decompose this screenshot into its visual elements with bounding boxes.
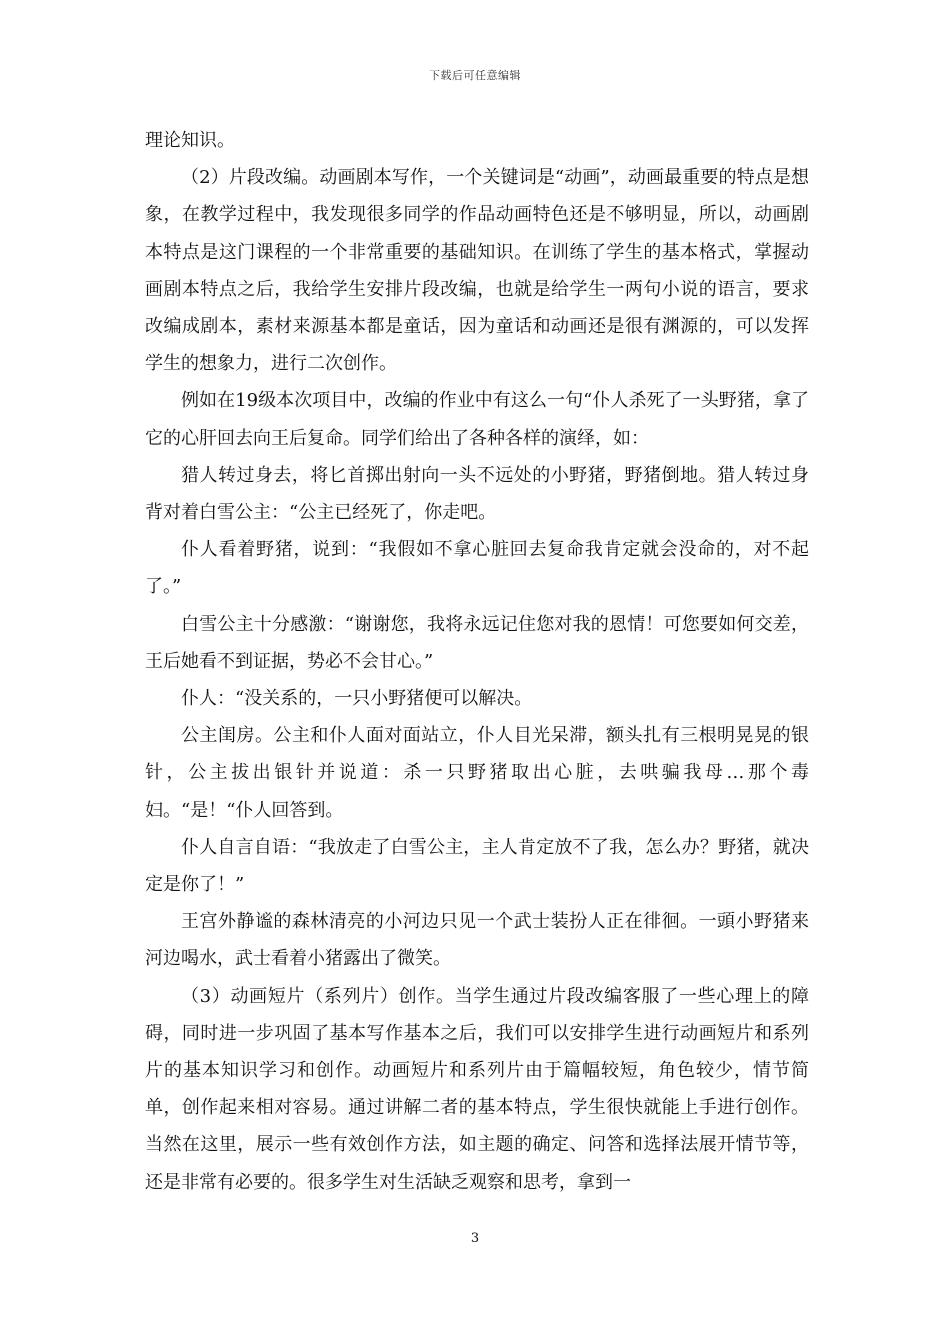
document-body	[145, 122, 809, 1201]
paragraph-11: （3）动画短片（系列片）创作。当学生通过片段改编客服了一些心理上的障碍，同时进一步巩固了基本写作基本之后，我们可以安排学生进行动画短片和系列片的基本知识学习和创作。动画短片和系列片由于篇幅较短，角色较少，情节简单，创作起来相对容易。通过讲解二者的基本特点，学生很快就能上手进行创作。当然在这里，展示一些有效创作方法，如主题的确定、问答和选择法展开情节等，还是非常有必要的。很多学生对生活缺乏观察和思考，拿到一	[145, 985, 809, 1193]
paragraph-10: 王宫外静谧的森林清亮的小河边只见一个武士装扮人正在徘徊。一頭小野猪来河边喝水，武士看着小猪露出了微笑。	[145, 911, 809, 970]
paragraph-1: 理论知识。	[145, 130, 235, 151]
paragraph-7: 仆人：“没关系的，一只小野猪便可以解决。	[181, 688, 533, 710]
paragraph-4: 猎人转过身去，将匕首掷出射向一头不远处的小野猪，野猪倒地。猎人转过身背对着白雪公主：“公主已经死了，你走吧。	[145, 464, 809, 524]
paragraph-3: 例如在19级本次项目中，改编的作业中有这么一句“仆人杀死了一头野猪，拿了它的心肝回去向王后复命。同学们给出了各种各样的演绎，如：	[145, 390, 809, 449]
page-header: 下载后可任意编辑	[429, 69, 521, 82]
paragraph-5: 仆人看着野猪，说到：“我假如不拿心脏回去复命我肯定就会没命的，对不起了。”	[145, 539, 809, 598]
paragraph-2: （2）片段改编。动画剧本写作，一个关键词是“动画”，动画最重要的特点是想象，在教学过程中，我发现很多同学的作品动画特色还是不够明显，所以，动画剧本特点是这门课程的一个非常重要的基础知识。在训练了学生的基本格式，掌握动画剧本特点之后，我给学生安排片段改编，也就是给学生一两句小说的语言，要求改编成剧本，素材来源基本都是童话，因为童话和动画还是很有渊源的，可以发挥学生的想象力，进行二次创作。	[145, 167, 809, 375]
paragraph-6: 白雪公主十分感激：“谢谢您，我将永远记住您对我的恩情！可您要如何交差，王后她看不到证据，势必不会甘心。”	[145, 613, 809, 672]
paragraph-9: 仆人自言自语：“我放走了白雪公主，主人肯定放不了我，怎么办？野猪，就决定是你了！”	[145, 836, 809, 896]
paragraph-8: 公主闺房。公主和仆人面对面站立，仆人目光呆滞，额头扎有三根明晃晃的银针，公主拔出银针并说道：杀一只野猪取出心脏，去哄骗我母…那个毒妇。“是！“仆人回答到。	[145, 725, 809, 821]
page-number: 3	[470, 1231, 480, 1246]
